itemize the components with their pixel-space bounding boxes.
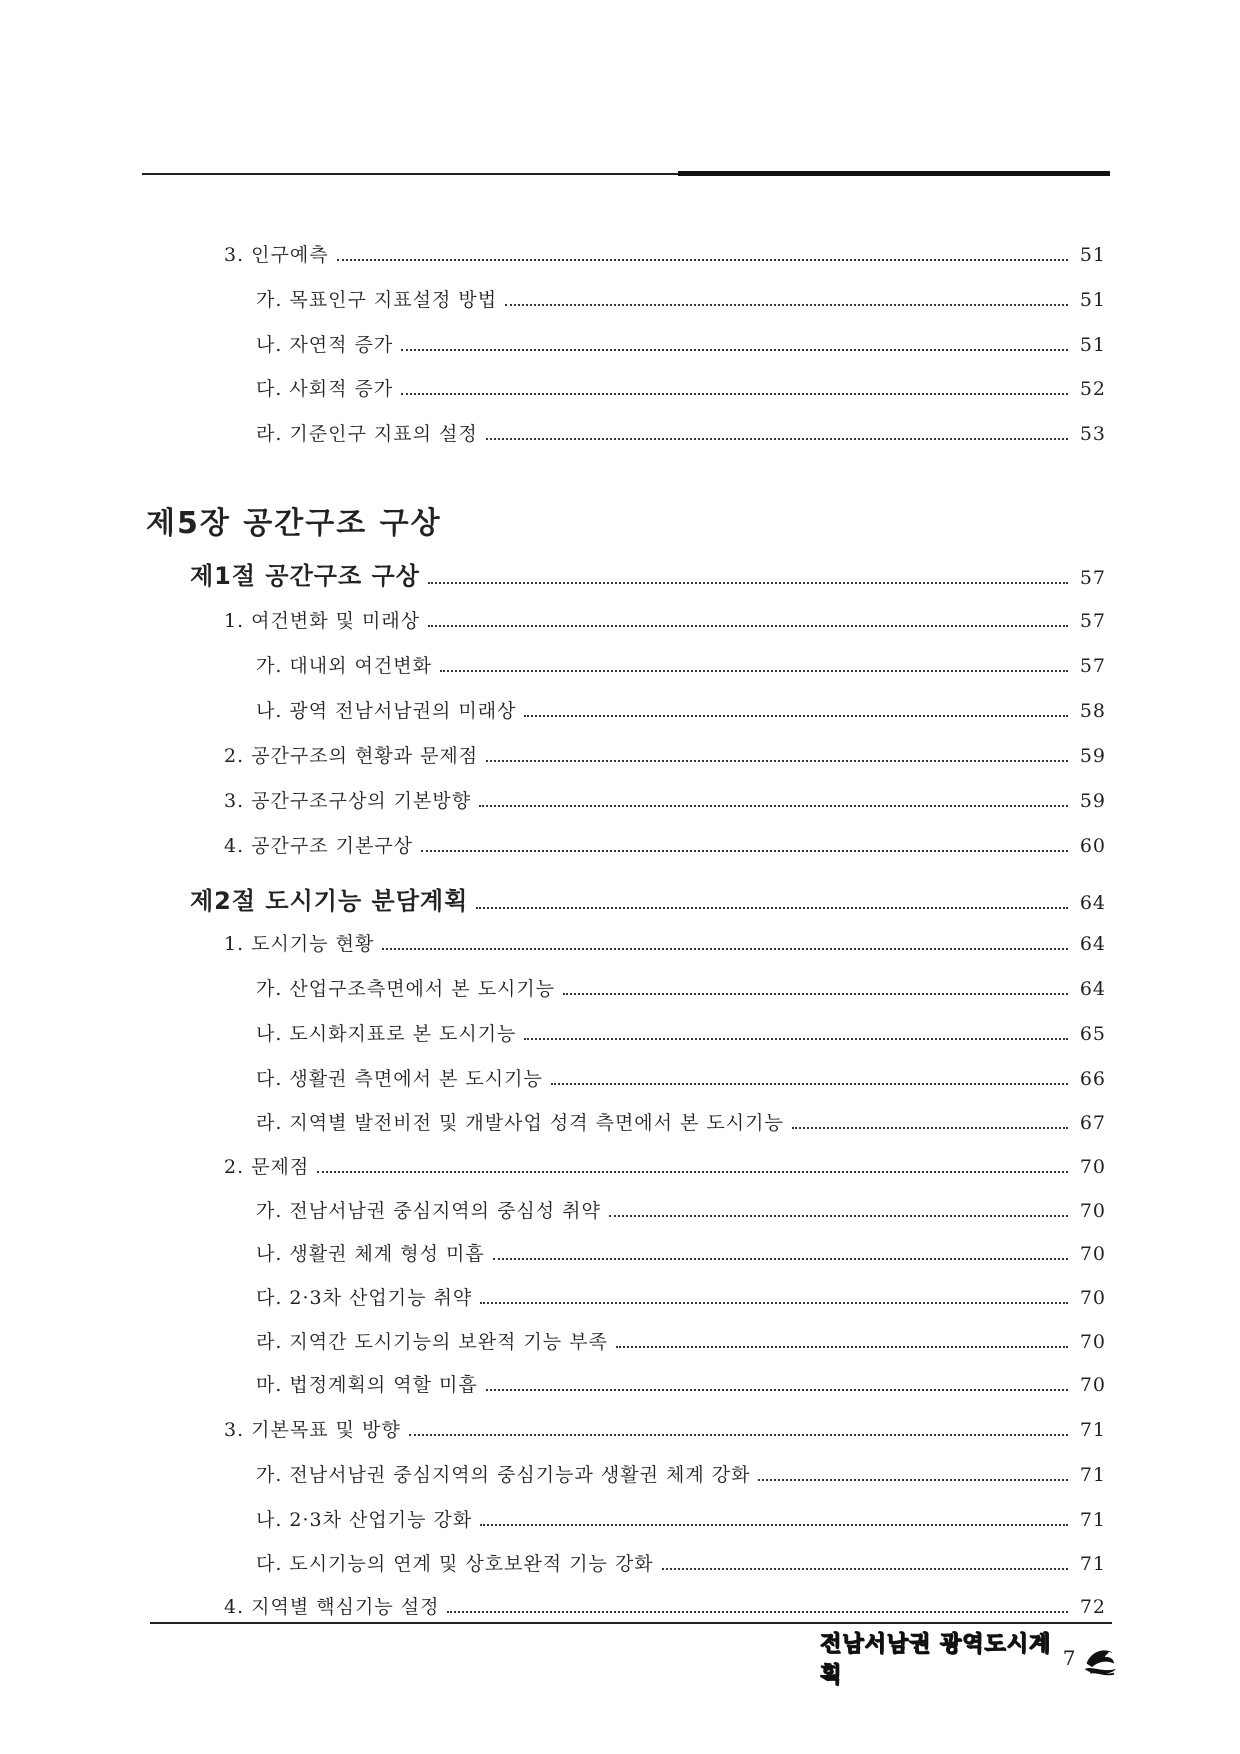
toc-entry-label: 라. 기준인구 지표의 설정 — [256, 423, 478, 445]
toc-entry-label: 1. 여건변화 및 미래상 — [224, 610, 421, 632]
dot-leader — [563, 993, 1068, 995]
toc-section-label: 제2절 도시기능 분담계획 — [190, 887, 469, 915]
dot-leader — [476, 907, 1068, 909]
dot-leader — [401, 349, 1068, 351]
toc-entry-label: 다. 사회적 증가 — [256, 378, 394, 400]
dot-leader — [447, 1611, 1068, 1613]
dot-leader — [505, 304, 1068, 306]
toc-entry[interactable] — [256, 1019, 1106, 1049]
toc-page-number: 59 — [1079, 745, 1106, 767]
toc-page-number: 67 — [1079, 1112, 1106, 1134]
toc-entry[interactable] — [256, 1064, 1106, 1094]
dot-leader — [524, 1038, 1068, 1040]
toc-entry-label: 가. 목표인구 지표설정 방법 — [256, 289, 498, 311]
toc-page-number: 70 — [1079, 1374, 1106, 1396]
toc-entry[interactable] — [224, 1152, 1106, 1182]
toc-page-number: 51 — [1079, 244, 1106, 266]
toc-entry[interactable] — [256, 419, 1106, 449]
toc-page-number: 52 — [1079, 378, 1106, 400]
toc-entry[interactable] — [256, 1327, 1106, 1357]
toc-page-number: 64 — [1079, 892, 1106, 914]
dot-leader — [493, 1258, 1068, 1260]
toc-entry-label: 2. 공간구조의 현황과 문제점 — [224, 745, 479, 767]
toc-entry[interactable] — [224, 741, 1106, 771]
toc-page-number: 70 — [1079, 1243, 1106, 1265]
toc-entry[interactable] — [224, 831, 1106, 861]
toc-entry-label: 3. 공간구조구상의 기본방향 — [224, 790, 472, 812]
toc-entry-label: 나. 광역 전남서남권의 미래상 — [256, 700, 517, 722]
toc-entry-label: 마. 법정계획의 역할 미흡 — [256, 1374, 478, 1396]
toc-page-number: 51 — [1079, 334, 1106, 356]
toc-page-number: 57 — [1079, 610, 1106, 632]
toc-page-number: 72 — [1079, 1596, 1106, 1618]
toc-page-number: 71 — [1079, 1464, 1106, 1486]
dolphin-logo-icon — [1081, 1638, 1120, 1678]
page-footer — [820, 1632, 1120, 1688]
dot-leader — [401, 393, 1068, 395]
toc-entry[interactable] — [256, 1370, 1106, 1400]
toc-entry-label: 나. 도시화지표로 본 도시기능 — [256, 1023, 517, 1045]
toc-entry[interactable] — [256, 1283, 1106, 1313]
toc-entry-label: 3. 기본목표 및 방향 — [224, 1419, 401, 1441]
toc-entry[interactable] — [256, 1196, 1106, 1226]
toc-page-number: 53 — [1079, 423, 1106, 445]
dot-leader — [616, 1346, 1068, 1348]
toc-page-number: 71 — [1079, 1553, 1106, 1575]
toc-page-number: 70 — [1079, 1287, 1106, 1309]
toc-entry-label: 다. 2·3차 산업기능 취약 — [256, 1287, 473, 1309]
toc-entry[interactable] — [256, 1460, 1106, 1490]
toc-entry[interactable] — [224, 240, 1106, 270]
dot-leader — [421, 850, 1068, 852]
toc-entry-label: 나. 자연적 증가 — [256, 334, 394, 356]
toc-entry[interactable] — [224, 1415, 1106, 1445]
dot-leader — [480, 1302, 1068, 1304]
dot-leader — [486, 1389, 1068, 1391]
toc-section-entry[interactable] — [190, 881, 1106, 915]
toc-entry-label: 4. 공간구조 기본구상 — [224, 835, 414, 857]
toc-entry[interactable] — [256, 1239, 1106, 1269]
toc-entry-label: 다. 생활권 측면에서 본 도시기능 — [256, 1068, 543, 1090]
dot-leader — [551, 1083, 1068, 1085]
dot-leader — [524, 715, 1068, 717]
toc-entry-label: 2. 문제점 — [224, 1156, 310, 1178]
toc-page-number: 66 — [1079, 1068, 1106, 1090]
toc-entry[interactable] — [256, 1505, 1106, 1535]
dot-leader — [792, 1127, 1068, 1129]
toc-entry-label: 나. 생활권 체계 형성 미흡 — [256, 1243, 485, 1265]
toc-entry[interactable] — [256, 651, 1106, 681]
dot-leader — [486, 438, 1068, 440]
toc-entry-label: 나. 2·3차 산업기능 강화 — [256, 1509, 473, 1531]
toc-page-number: 58 — [1079, 700, 1106, 722]
dot-leader — [317, 1171, 1068, 1173]
toc-page-number: 71 — [1079, 1509, 1106, 1531]
dot-leader — [486, 760, 1068, 762]
toc-page-number: 70 — [1079, 1200, 1106, 1222]
toc-entry-label: 라. 지역간 도시기능의 보완적 기능 부족 — [256, 1331, 608, 1353]
toc-entry-label: 가. 산업구조측면에서 본 도시기능 — [256, 978, 556, 1000]
toc-page-number: 71 — [1079, 1419, 1106, 1441]
toc-page-number: 60 — [1079, 835, 1106, 857]
toc-page-number: 51 — [1079, 289, 1106, 311]
toc-entry[interactable] — [224, 929, 1106, 959]
toc-entry-label: 1. 도시기능 현황 — [224, 933, 375, 955]
dot-leader — [479, 805, 1068, 807]
footer-page-number: 7 — [1062, 1646, 1076, 1670]
dot-leader — [382, 948, 1068, 950]
toc-section-label: 제1절 공간구조 구상 — [190, 562, 420, 590]
toc-entry-label: 다. 도시기능의 연계 및 상호보완적 기능 강화 — [256, 1553, 654, 1575]
chapter-heading: 제5장 공간구조 구상 — [146, 506, 442, 541]
dot-leader — [662, 1568, 1068, 1570]
toc-entry[interactable] — [256, 1549, 1106, 1579]
dot-leader — [337, 259, 1068, 261]
toc-page-number: 65 — [1079, 1023, 1106, 1045]
toc-page-number: 64 — [1079, 933, 1106, 955]
toc-entry-label: 3. 인구예측 — [224, 244, 329, 266]
footer-title: 전남서남권 광역도시계획 — [820, 1632, 1052, 1688]
toc-section-entry[interactable] — [190, 556, 1106, 590]
toc-entry[interactable] — [224, 606, 1106, 636]
dot-leader — [609, 1215, 1068, 1217]
toc-page-number: 70 — [1079, 1156, 1106, 1178]
header-rule-thick — [678, 171, 1110, 176]
toc-entry[interactable] — [256, 974, 1106, 1004]
toc-entry-label: 가. 전남서남권 중심지역의 중심성 취약 — [256, 1200, 601, 1222]
dot-leader — [409, 1434, 1068, 1436]
dot-leader — [440, 670, 1068, 672]
toc-entry-label: 라. 지역별 발전비전 및 개발사업 성격 측면에서 본 도시기능 — [256, 1112, 784, 1134]
toc-entry[interactable] — [256, 285, 1106, 315]
toc-page-number: 57 — [1079, 655, 1106, 677]
toc-entry[interactable] — [224, 1592, 1106, 1622]
toc-entry-label: 가. 대내외 여건변화 — [256, 655, 432, 677]
toc-page-number: 70 — [1079, 1331, 1106, 1353]
toc-entry[interactable] — [256, 696, 1106, 726]
dot-leader — [480, 1524, 1068, 1526]
footer-rule — [150, 1622, 1112, 1624]
toc-entry-label: 가. 전남서남권 중심지역의 중심기능과 생활권 체계 강화 — [256, 1464, 751, 1486]
toc-entry-label: 4. 지역별 핵심기능 설정 — [224, 1596, 440, 1618]
toc-entry[interactable] — [256, 374, 1106, 404]
dot-leader — [428, 582, 1068, 584]
toc-entry[interactable] — [256, 1108, 1106, 1138]
toc-page-number: 59 — [1079, 790, 1106, 812]
toc-page-number: 57 — [1079, 567, 1106, 589]
toc-page-number: 64 — [1079, 978, 1106, 1000]
toc-entry[interactable] — [256, 330, 1106, 360]
dot-leader — [428, 625, 1068, 627]
dot-leader — [758, 1479, 1068, 1481]
toc-entry[interactable] — [224, 786, 1106, 816]
